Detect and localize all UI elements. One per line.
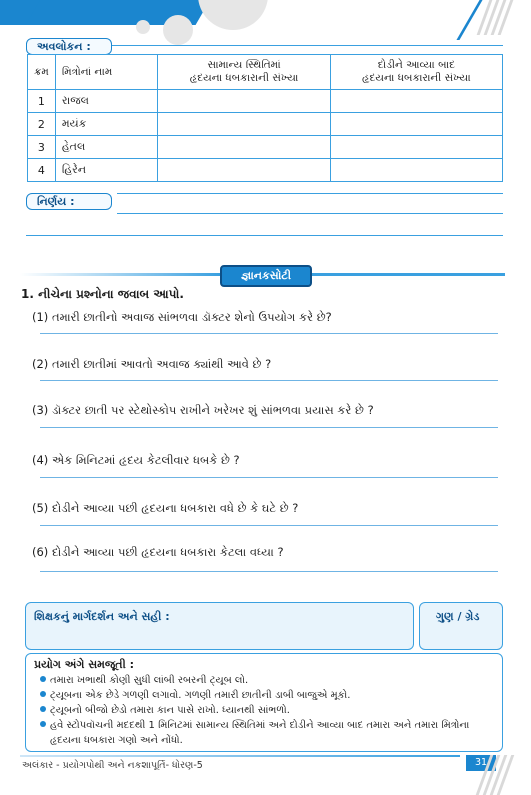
question: (2) તમારી છાતીમાં આવતો અવાજ ક્યાંથી આવે છે ? [32,357,272,371]
row-name: હિરેન [55,159,158,182]
divider [112,45,503,46]
question: (6) દોડીને આવ્યા પછી હૃદયના ધબકારા કેટલા વધ્યા ? [32,545,284,559]
quiz-heading: 1. નીચેના પ્રશ્નોના જવાબ આપો. [21,287,184,301]
banner-line-left [20,273,220,276]
col-header-normal: સામાન્ય સ્થિતિમાં હૃદયના ધબકારાની સંખ્યા [158,55,330,90]
cell-after[interactable] [330,159,502,182]
question: (3) ડૉક્ટર છાતી પર સ્ટેથોસ્કોપ રાખીને ખરેખર શું સાંભળવા પ્રયાસ કરે છે ? [32,403,374,417]
answer-line [117,213,503,214]
page-number: 31 [466,755,496,771]
list-item-continued: હૃદયના ધબકારા ગણો અને નોંધો. [50,735,183,746]
cell-normal[interactable] [158,136,330,159]
answer-line [26,235,503,236]
table-row [28,136,503,159]
cell-normal[interactable] [158,159,330,182]
table-row [28,159,503,182]
grade-box[interactable] [419,602,503,650]
list-item: હવે સ્ટોપવૉચની મદદથી 1 મિનિટમાં સામાન્ય સ્થિતિમાં અને દોડીને આવ્યા બાદ તમારા અને તમારા મિત્રોના [40,719,469,732]
bullet-icon [40,721,46,727]
decor-circle [198,0,268,30]
question: (1) તમારી છાતીનો અવાજ સાંભળવા ડૉક્ટર શેનો ઉપયોગ કરે છે? [32,310,332,324]
cell-normal[interactable] [158,90,330,113]
decor-circle [136,20,150,34]
col-header-name: મિત્રોનાં નામ [55,55,158,90]
bullet-icon [40,676,46,682]
col-header-num: ક્રમ [28,55,56,90]
row-name: મયંક [55,113,158,136]
answer-line[interactable] [40,380,498,381]
grade-label: ગુણ / ગ્રેડ [436,610,480,623]
row-num: 2 [28,113,56,136]
cell-normal[interactable] [158,113,330,136]
cell-after[interactable] [330,90,502,113]
question: (5) દોડીને આવ્યા પછી હૃદયના ધબકારા વધે છે કે ઘટે છે ? [32,501,299,515]
quiz-banner: જ્ઞાનકસોટી [220,265,312,287]
table-row [28,113,503,136]
decor-circle [163,15,193,45]
observation-label: અવલોકન : [26,38,112,55]
answer-line[interactable] [40,477,498,478]
question: (4) એક મિનિટમાં હૃદય કેટલીવાર ધબકે છે ? [32,453,240,467]
answer-line [117,193,503,194]
cell-after[interactable] [330,136,502,159]
bullet-icon [40,706,46,712]
answer-line[interactable] [40,333,498,334]
answer-line[interactable] [40,427,498,428]
list-item: ટ્યૂબના એક છેડે ગળણી લગાવો. ગળણી તમારી છાતીની ડાબી બાજુએ મૂકો. [40,689,350,702]
cell-after[interactable] [330,113,502,136]
footer-line [20,755,460,757]
explanation-title: પ્રયોગ અંગે સમજૂતી : [34,658,134,671]
row-num: 4 [28,159,56,182]
explanation-box [25,653,503,752]
row-num: 3 [28,136,56,159]
observation-table [27,54,503,182]
banner-line-right [310,273,505,276]
bullet-icon [40,691,46,697]
answer-line[interactable] [40,525,498,526]
col-header-after: દોડીને આવ્યા બાદ હૃદયના ધબકારાની સંખ્યા [330,55,502,90]
row-name: રાજલ [55,90,158,113]
list-item: તમારા ખભાથી કોણી સુધી લાંબી રબરની ટ્યૂબ લો. [40,674,248,687]
list-item: ટ્યૂબનો બીજો છેડો તમારા કાન પાસે રાખો. ધ્યાનથી સાંભળો. [40,704,290,717]
row-num: 1 [28,90,56,113]
teacher-signature-box[interactable] [25,602,414,650]
answer-line[interactable] [40,571,498,572]
teacher-label: શિક્ષકનું માર્ગદર્શન અને સહી : [34,610,170,623]
row-name: હેતલ [55,136,158,159]
table-row [28,90,503,113]
conclusion-label: નિર્ણય : [26,193,112,210]
footer-text: અલંકાર - પ્રયોગપોથી અને નકશાપૂર્તિ- ધોરણ-5 [22,760,203,771]
